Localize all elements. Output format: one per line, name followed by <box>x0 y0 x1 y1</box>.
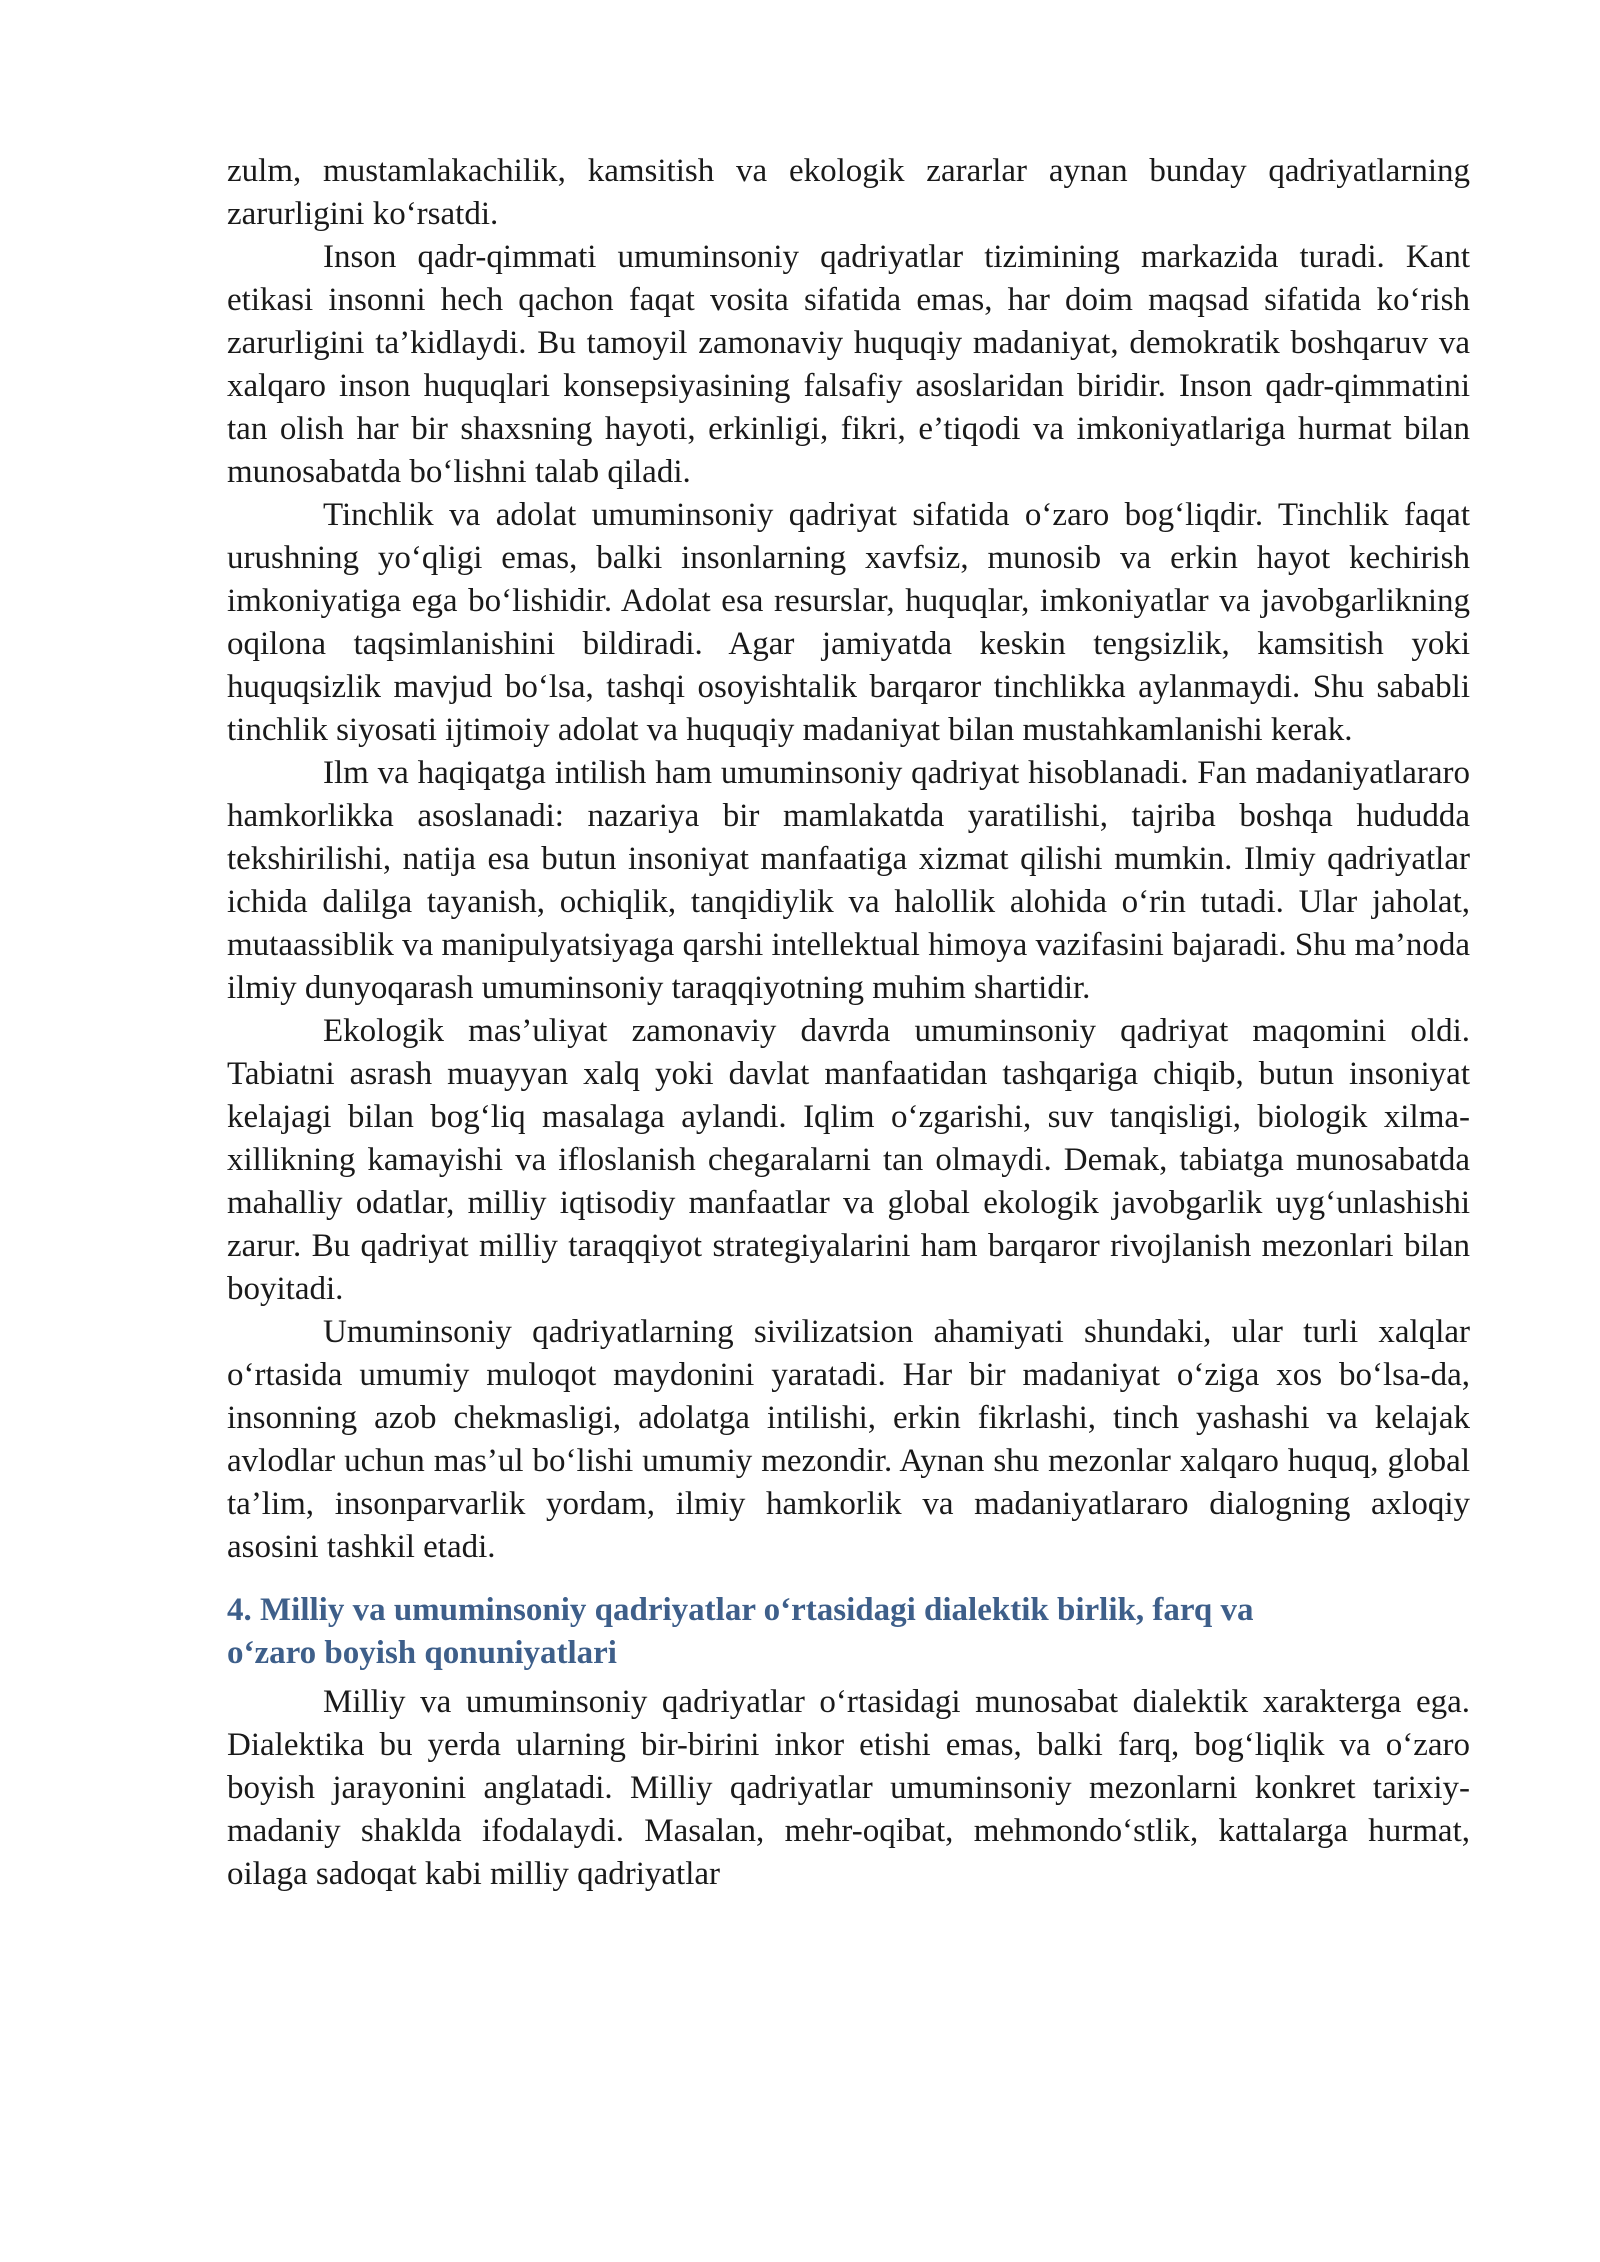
paragraph-peace-justice: Tinchlik va adolat umuminsoniy qadriyat sifatida o‘zaro bog‘liqdir. Tinchlik faqat urushning yo‘qligi emas, balki insonlarning xavfsiz, munosib va erkin hayot kechirish imkoniyatiga ega bo‘lishidir. Adolat esa resurslar, huquqlar, imkoniyatlar va javobgarlikning oqilona taqsimlanishini bildiradi. Agar jamiyatda keskin tengsizlik, kamsitish yoki huquqsizlik mavjud bo‘lsa, tashqi osoyishtalik barqaror tinchlikka aylanmaydi. Shu sababli tinchlik siyosati ijtimoiy adolat va huquqiy madaniyat bilan mustahkamlanishi kerak. <box>227 497 1470 748</box>
paragraph-continuation: zulm, mustamlakachilik, kamsitish va ekologik zararlar aynan bunday qadriyatlarning zarurligini ko‘rsatdi. <box>227 153 1470 232</box>
paragraph-ecological-responsibility: Ekologik mas’uliyat zamonaviy davrda umuminsoniy qadriyat maqomini oldi. Tabiatni asrash muayyan xalq yoki davlat manfaatidan tashqariga chiqib, butun insoniyat kelajagi bilan bog‘liq masalaga aylandi. Iqlim o‘zgarishi, suv tanqisligi, biologik xilma-xillikning kamayishi va ifloslanish chegaralarni tan olmaydi. Demak, tabiatga munosabatda mahalliy odatlar, milliy iqtisodiy manfaatlar va global ekologik javobgarlik uyg‘unlashishi zarur. Bu qadriyat milliy taraqqiyot strategiyalarini ham barqaror rivojlanish mezonlari bilan boyitadi. <box>227 1013 1470 1307</box>
paragraph-human-dignity: Inson qadr-qimmati umuminsoniy qadriyatlar tizimining markazida turadi. Kant etikasi insonni hech qachon faqat vosita sifatida emas, har doim maqsad sifatida ko‘rish zarurligini ta’kidlaydi. Bu tamoyil zamonaviy huquqiy madaniyat, demokratik boshqaruv va xalqaro inson huquqlari konsepsiyasining falsafiy asoslaridan biridir. Inson qadr-qimmatini tan olish har bir shaxsning hayoti, erkinligi, fikri, e’tiqodi va imkoniyatlariga hurmat bilan munosabatda bo‘lishni talab qiladi. <box>227 239 1470 490</box>
paragraph-dialectical-relation: Milliy va umuminsoniy qadriyatlar o‘rtasidagi munosabat dialektik xarakterga ega. Dialektika bu yerda ularning bir-birini inkor etishi emas, balki farq, bog‘liqlik va o‘zaro boyish jarayonini anglatadi. Milliy qadriyatlar umuminsoniy mezonlarni konkret tarixiy-madaniy shaklda ifodalaydi. Masalan, mehr-oqibat, mehmondo‘stlik, kattalarga hurmat, oilaga sadoqat kabi milliy qadriyatlar <box>227 1684 1470 1892</box>
paragraph-science-truth: Ilm va haqiqatga intilish ham umuminsoniy qadriyat hisoblanadi. Fan madaniyatlararo hamkorlikka asoslanadi: nazariya bir mamlakatda yaratilishi, tajriba boshqa hududda tekshirilishi, natija esa butun insoniyat manfaatiga xizmat qilishi mumkin. Ilmiy qadriyatlar ichida dalilga tayanish, ochiqlik, tanqidiylik va halollik alohida o‘rin tutadi. Ular jaholat, mutaassiblik va manipulyatsiyaga qarshi intellektual himoya vazifasini bajaradi. Shu ma’noda ilmiy dunyoqarash umuminsoniy taraqqiyotning muhim shartidir. <box>227 755 1470 1006</box>
document-page <box>227 150 1470 1896</box>
section-heading <box>227 1589 1470 1675</box>
section-heading-line-2: o‘zaro boyish qonuniyatlari <box>227 1635 617 1671</box>
paragraph-civilizational-significance: Umuminsoniy qadriyatlarning sivilizatsion ahamiyati shundaki, ular turli xalqlar o‘rtasida umumiy muloqot maydonini yaratadi. Har bir madaniyat o‘ziga xos bo‘lsa-da, insonning azob chekmasligi, adolatga intilishi, erkin fikrlashi, tinch yashashi va kelajak avlodlar uchun mas’ul bo‘lishi umumiy mezondir. Aynan shu mezonlar xalqaro huquq, global ta’lim, insonparvarlik yordam, ilmiy hamkorlik va madaniyatlararo dialogning axloqiy asosini tashkil etadi. <box>227 1314 1470 1565</box>
section-heading-line-1: 4. Milliy va umuminsoniy qadriyatlar o‘rtasidagi dialektik birlik, farq va <box>227 1592 1254 1628</box>
